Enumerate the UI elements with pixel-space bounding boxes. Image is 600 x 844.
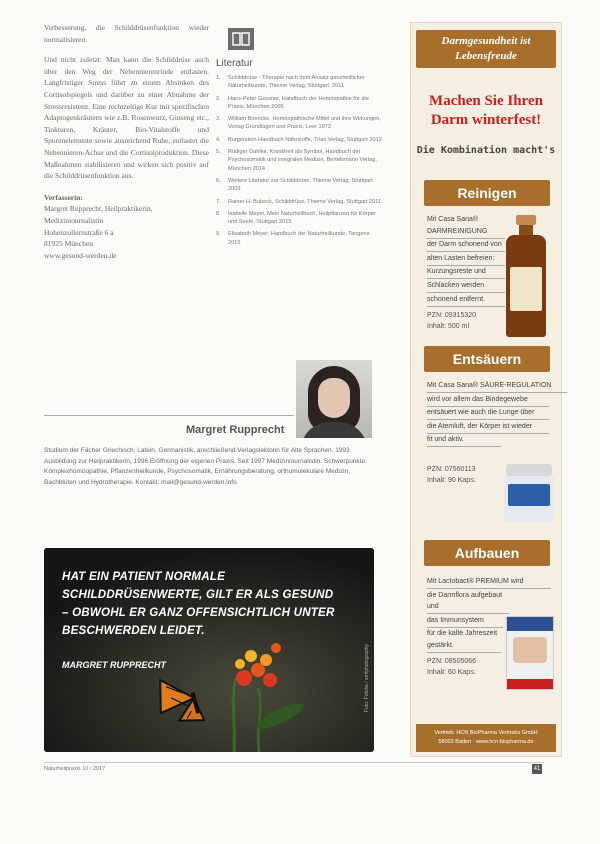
product-jar-image: [504, 464, 554, 522]
body-paragraph: Verbesserung, die Schilddrüsenfunktion wieder normalisieren.: [44, 23, 209, 44]
quote-image: [44, 548, 374, 752]
ad-section-label: Reinigen: [424, 180, 550, 206]
quote-text: HAT EIN PATIENT NORMALE SCHILDDRÜSENWERTE, GILT ER ALS GESUND – OBWOHL ER GANZ OFFENSICHTLICH UNTER BESCHWERDEN LEIDET.: [62, 570, 335, 637]
ad-banner: Darmgesundheit ist Lebensfreude: [416, 30, 556, 68]
author-line: Mediziniournalistin: [44, 215, 104, 225]
literature-item: 2. Hans-Peter Gessner, Handbuch der Homöopathie für die Praxis, München 2005: [216, 95, 369, 110]
footer-publication: Naturheilpraxis 10 / 2017: [44, 766, 106, 772]
literature-item: 5. Rüdiger Dahlke, Krankheit als Symbol, Handbuch der Psychosomatik und integralen Medizin, Bertelsmann Verlag, München 2014: [216, 149, 377, 172]
page-number: 41: [533, 766, 541, 772]
footer-divider: [44, 762, 544, 763]
quote-author: MARGRET RUPPRECHT: [62, 660, 167, 670]
author-line: Margret Rupprecht, Heilpraktikerin,: [44, 204, 153, 214]
literature-item: 4. Burgerstein Handbuch Nährstoffe, Trias Verlag, Stuttgart 2012: [216, 136, 382, 143]
product-box-image: [506, 616, 554, 690]
ad-section-desc: Mit Casa Sana® DARMREINIGUNG der Darm schonend von alten Lasten befreien: Kurzungsreste und Schlacken werden schonend entfernt.: [427, 214, 505, 307]
photo-credit: Foto: Fotolia / amfphotography: [364, 644, 370, 713]
divider: [44, 415, 294, 416]
ad-headline: Machen Sie Ihren Darm winterfest!: [429, 93, 543, 128]
ad-section-label: Entsäuern: [424, 346, 550, 372]
literature-item: 7. Rainer H. Bubeck, Schilddrüse, Thieme Verlag, Stuttgart 2011: [216, 198, 382, 205]
ad-footer: Vertrieb: HCN BioPharma Vertriebs GmbH 58002 Baden · www.hcn-biopharma.de: [416, 724, 556, 752]
literature-item: 8. Isabelle Meyer, Mein Naturheilbuch, Heilpflanzen für Körper und Seele, Stuttgart 2015: [216, 210, 376, 226]
literature-heading: Literatur: [216, 58, 253, 69]
left-column: [44, 22, 209, 261]
bio-name: Margret Rupprecht: [186, 424, 285, 436]
author-website-link[interactable]: www.gesund-werden.de: [44, 250, 117, 260]
ad-section-desc: Mit Lactobact® PREMIUM wird die Darmflora aufgebaut und das Immunsystem für die kalte Jahreszeit gestärkt.: [427, 576, 551, 654]
author-line: 81925 München: [44, 239, 93, 249]
body-paragraph: Und nicht zuletzt: Man kann die Schilddrüse auch über den Weg der Nebennierenrinde entlasten. Langfristiger Stress führt zu einem Absinken des Cortisolspiegels und darüber zu einer Abnahme der Stressresistenz. Eine rechtzeitige Kur mit spezifischen Adaptogenkräutern wie z.B. Rosenwurz, Ginseng etc., Tinkturen, Kräuter, Bio-Vitalstoffe und Spurenelemente sowie ausreichend Ruhe, entlastet die Nebennieren-Achse und die Cortisolproduktion. Diese Maßnahmen stabilisieren und wirken sich positiv auf die Schilddrüsenfunktion aus.: [44, 55, 209, 181]
ad-subheadline: Die Kombination macht's: [416, 145, 556, 156]
author-heading: Verfasserin:: [44, 192, 83, 202]
product-bottle-image: [504, 215, 548, 339]
literature-item: 1. Schilddrüse - Therapie nach dem Ansatz ganzheitlicher Naturheilkunde, Thieme Verlag, Stuttgart, 2011: [216, 75, 365, 90]
ad-section-desc: Mit Casa Sana® SÄURE-REGULATION wird vor allem das Bindegewebe entsäuert wie auch die Lunge über die Atemluft, der Körper ist wieder fit und aktiv.: [427, 380, 567, 448]
literature-item: 3. William Boericke, Homöopathische Mittel und ihre Wirkungen, Verlag Grundlagen und Praxis, Leer 1972: [216, 116, 381, 131]
ad-section-meta: PZN: 07560113 Inhalt: 90 Kaps.: [427, 466, 476, 484]
literature-item: 6. Weitere Literatur zur Schilddrüse, Thieme Verlag, Stuttgart 2009: [216, 177, 373, 193]
literature-item: 9. Elisabeth Meyer, Handbuch der Naturheilkunde, Tangens 2015: [216, 231, 370, 246]
author-line: Hohenzollernstraße 6 a: [44, 227, 114, 237]
literature-list: [216, 74, 382, 251]
author-photo: [296, 360, 372, 438]
ad-section-meta: PZN: 08505066 Inhalt: 60 Kaps.: [427, 658, 477, 676]
ad-section-label: Aufbauen: [424, 540, 550, 566]
bio-text: Studium der Fächer Griechisch, Latein, Germanistik, anschließend Verlagslektorin für Alte Sprachen. 1993 Ausbildung zur Heilpraktikerin, 1996 Eröffnung der eigenen Praxis. Seit 1997 Mediziniournalistin. Schwerpunkte: Komplexhomöopathie, Pflanzenheilkunde, Psychosomatik, Ernährungsberatung, orthomolekulare Medizin, Bachblüten und Hydrotherapie. Kontakt: mail@gesund-werden.info: [44, 447, 367, 486]
ad-website-link[interactable]: 58002 Baden · www.hcn-biopharma.de: [438, 739, 534, 745]
ad-section-meta: PZN: 09315320 Inhalt: 500 ml: [427, 312, 477, 330]
author-info: [44, 192, 209, 262]
book-icon: [228, 28, 254, 50]
